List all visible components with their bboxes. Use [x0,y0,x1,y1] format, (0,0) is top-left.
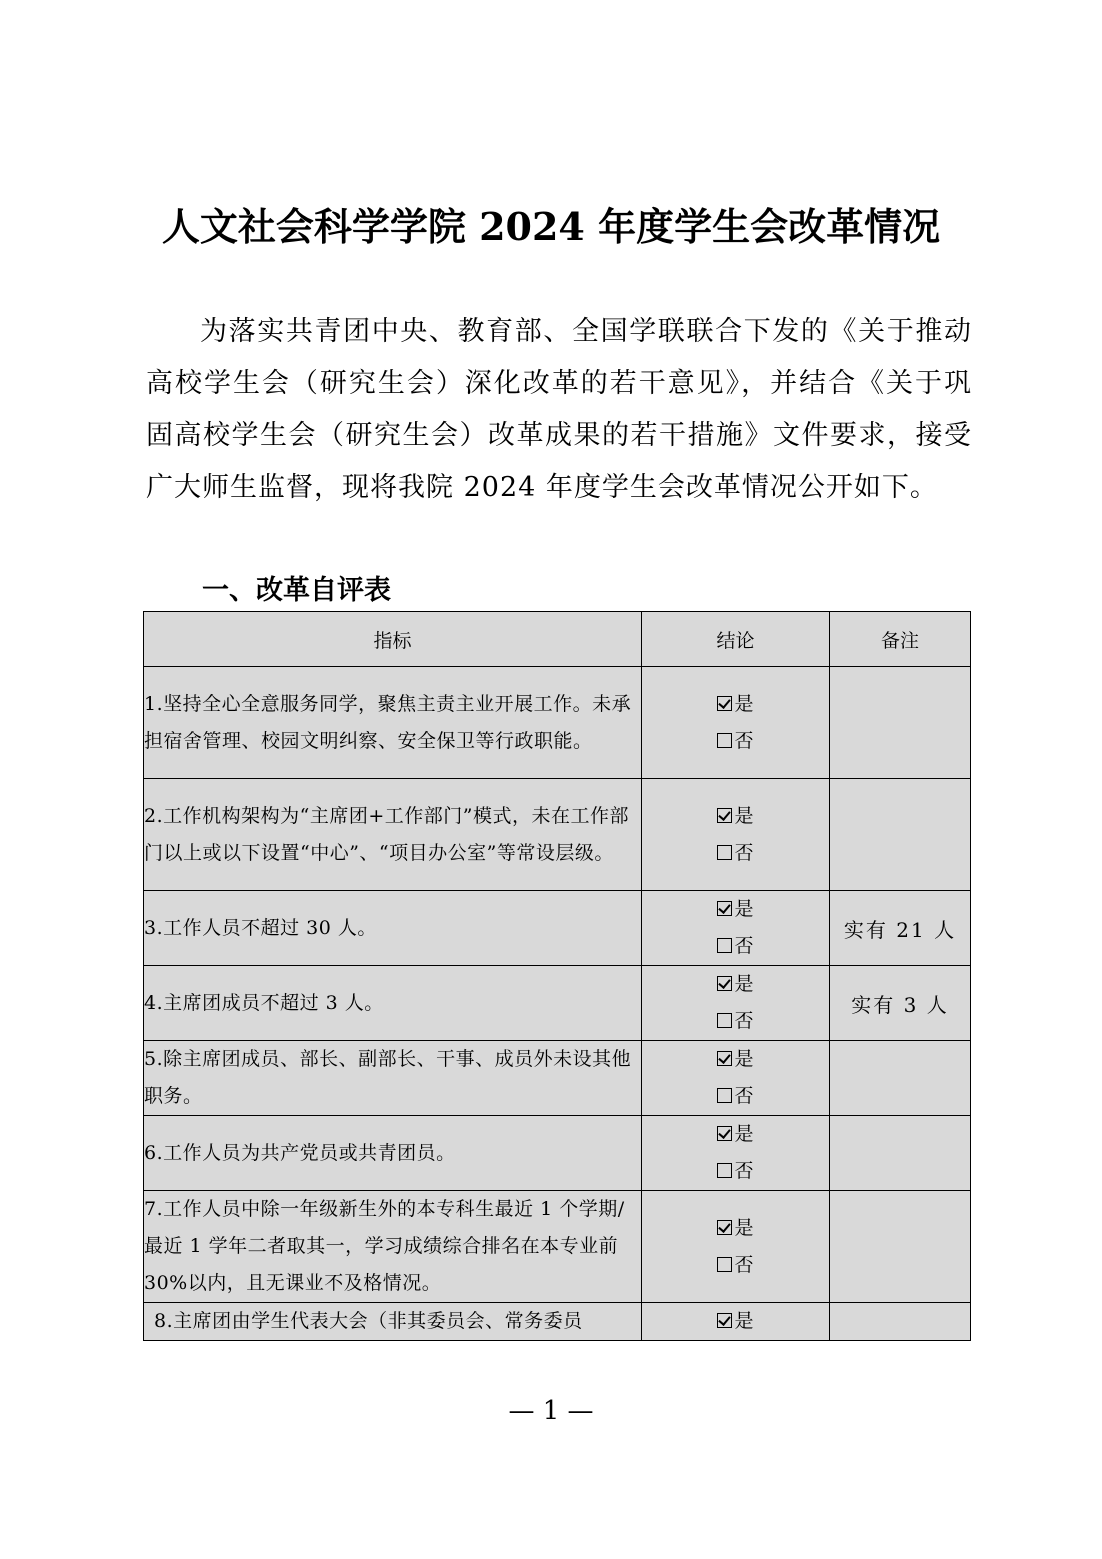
table-row [144,1303,971,1341]
remark-cell: 实有 3 人 [830,966,971,1041]
self-evaluation-table [143,611,971,1341]
table-row [144,1041,971,1116]
checked-box-icon [717,1126,732,1141]
unchecked-box-icon [717,1013,732,1028]
option-label: 否 [734,729,754,752]
option-label: 否 [734,1160,754,1182]
remark-cell: 实有 21 人 [830,891,971,966]
header-remark: 备注 [830,612,971,667]
indicator-cell: 8.主席团由学生代表大会（非其委员会、常务委员 [144,1303,642,1341]
option-yes [642,1303,829,1340]
table-row [144,1191,971,1303]
remark-cell [830,667,971,779]
option-label: 是 [734,1310,754,1332]
checked-box-icon [717,808,732,823]
conclusion-cell [642,1116,830,1191]
remark-cell [830,1191,971,1303]
remark-cell [830,1303,971,1341]
indicator-cell: 2.工作机构架构为“主席团+工作部门”模式，未在工作部门以上或以下设置“中心”、“项目办公室”等常设层级。 [144,779,642,891]
option-yes [642,1116,829,1153]
header-indicator: 指标 [144,612,642,667]
option-no [642,1078,829,1115]
option-no [642,723,829,760]
indicator-cell: 3.工作人员不超过 30 人。 [144,891,642,966]
option-no [642,1153,829,1190]
checked-box-icon [717,1051,732,1066]
option-no [642,835,829,872]
option-yes [642,1210,829,1247]
conclusion-cell [642,1041,830,1116]
unchecked-box-icon [717,845,732,860]
option-no [642,928,829,965]
option-label: 否 [734,935,754,957]
option-label: 是 [734,804,754,827]
intro-paragraph: 为落实共青团中央、教育部、全国学联联合下发的《关于推动高校学生会（研究生会）深化改革的若干意见》，并结合《关于巩固高校学生会（研究生会）改革成果的若干措施》文件要求，接受广大师生监督，现将我院 2024 年度学生会改革情况公开如下。 [146,316,972,503]
option-label: 否 [734,1010,754,1032]
remark-cell [830,1116,971,1191]
indicator-cell: 1.坚持全心全意服务同学，聚焦主责主业开展工作。未承担宿舍管理、校园文明纠察、安全保卫等行政职能。 [144,667,642,779]
option-no [642,1247,829,1284]
option-label: 是 [734,1048,754,1070]
option-label: 否 [734,841,754,864]
unchecked-box-icon [717,1088,732,1103]
unchecked-box-icon [717,938,732,953]
unchecked-box-icon [717,733,732,748]
page-number: — 1 — [508,1396,594,1426]
checked-box-icon [717,976,732,991]
table-header-row [144,612,971,667]
conclusion-cell [642,1303,830,1341]
option-yes [642,891,829,928]
conclusion-cell [642,667,830,779]
option-yes [642,798,829,835]
section-heading: 一、改革自评表 [202,575,391,606]
conclusion-cell [642,779,830,891]
option-yes [642,966,829,1003]
unchecked-box-icon [717,1257,732,1272]
option-no [642,1003,829,1040]
table-row [144,779,971,891]
conclusion-cell [642,891,830,966]
option-label: 是 [734,898,754,920]
indicator-cell: 4.主席团成员不超过 3 人。 [144,966,642,1041]
remark-cell [830,779,971,891]
option-label: 是 [734,1123,754,1145]
remark-cell [830,1041,971,1116]
option-label: 否 [734,1253,754,1276]
checked-box-icon [717,901,732,916]
indicator-cell: 6.工作人员为共产党员或共青团员。 [144,1116,642,1191]
checked-box-icon [717,1220,732,1235]
indicator-cell: 7.工作人员中除一年级新生外的本专科生最近 1 个学期/最近 1 学年二者取其一，学习成绩综合排名在本专业前 30%以内，且无课业不及格情况。 [144,1191,642,1303]
indicator-cell: 5.除主席团成员、部长、副部长、干事、成员外未设其他职务。 [144,1041,642,1116]
checked-box-icon [717,696,732,711]
table-row [144,891,971,966]
checked-box-icon [717,1313,732,1328]
document-title: 人文社会科学学院 2024 年度学生会改革情况 [161,204,941,249]
option-yes [642,686,829,723]
option-label: 是 [734,1216,754,1239]
table-row [144,966,971,1041]
conclusion-cell [642,1191,830,1303]
option-label: 否 [734,1085,754,1107]
conclusion-cell [642,966,830,1041]
table-row [144,667,971,779]
unchecked-box-icon [717,1163,732,1178]
header-conclusion: 结论 [642,612,830,667]
option-label: 是 [734,692,754,715]
option-yes [642,1041,829,1078]
option-label: 是 [734,973,754,995]
table-row [144,1116,971,1191]
